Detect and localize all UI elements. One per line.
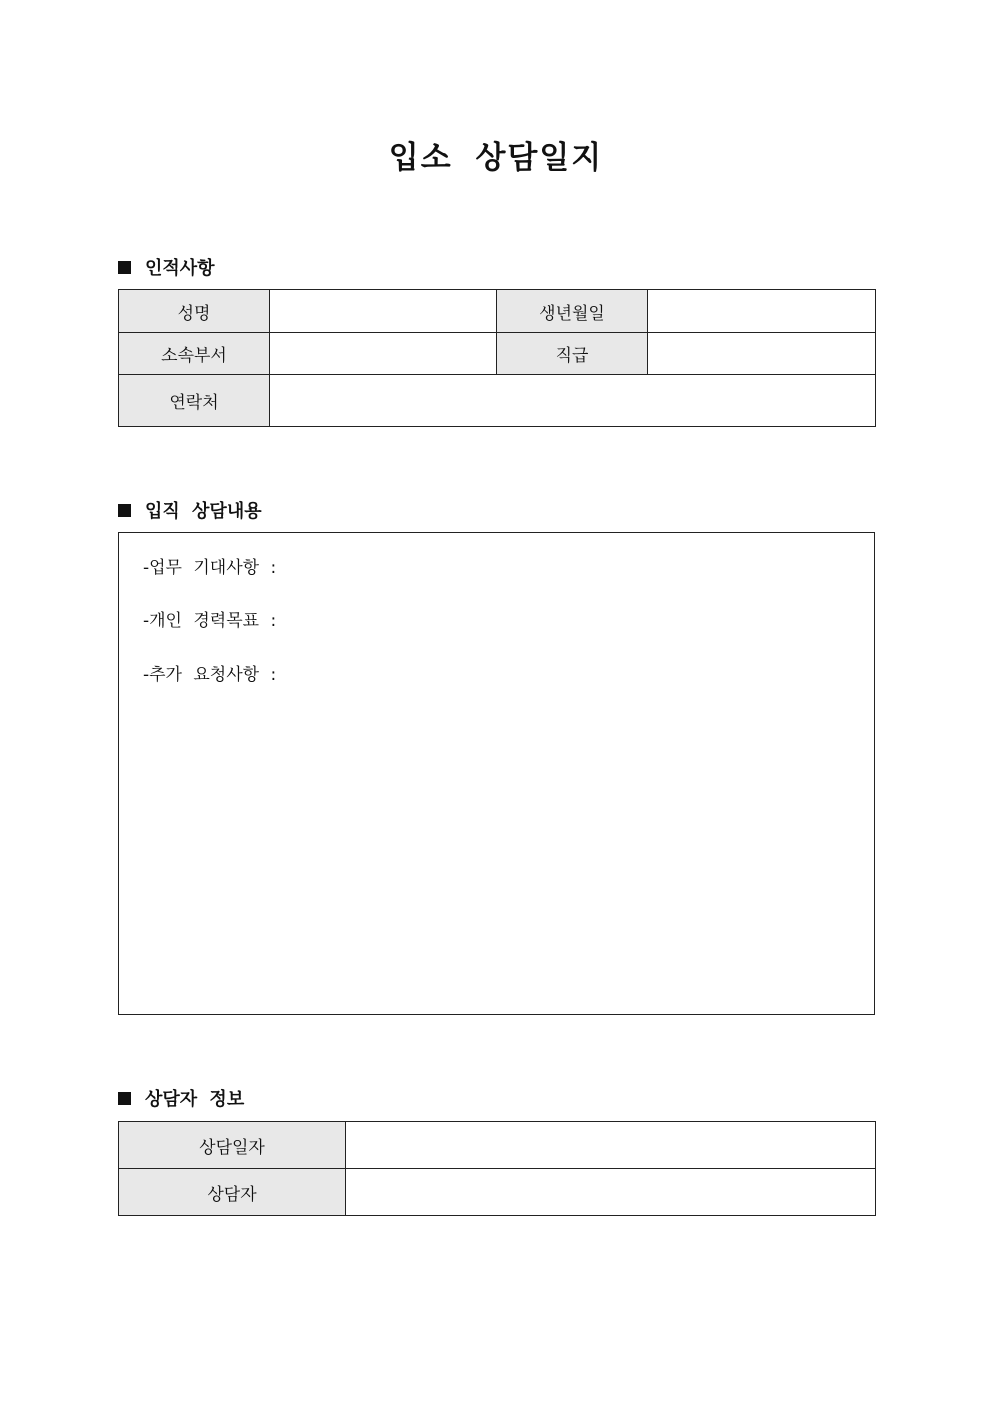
career-goal-line: -개인 경력목표 : (143, 611, 277, 631)
counselor-field[interactable] (346, 1169, 876, 1216)
consult-date-label: 상담일자 (119, 1122, 346, 1169)
personal-info-table (118, 289, 876, 427)
name-field[interactable] (270, 290, 497, 333)
counselor-info-table (118, 1121, 876, 1216)
page-title: 입소 상담일지 (388, 140, 604, 176)
rank-label: 직급 (497, 333, 648, 375)
section-title: 상담자 정보 (145, 1089, 245, 1110)
department-field[interactable] (270, 333, 497, 375)
name-label: 성명 (119, 290, 270, 333)
table-row (119, 375, 876, 427)
table-row (119, 1169, 876, 1216)
square-bullet-icon (118, 504, 131, 517)
section-heading-consultation (118, 497, 262, 523)
square-bullet-icon (118, 261, 131, 274)
department-label: 소속부서 (119, 333, 270, 375)
section-heading-counselor (118, 1085, 244, 1111)
contact-field[interactable] (270, 375, 876, 427)
section-title: 입직 상담내용 (145, 501, 262, 522)
counselor-label: 상담자 (119, 1169, 346, 1216)
birth-date-label: 생년월일 (497, 290, 648, 333)
job-expectations-line: -업무 기대사항 : (143, 558, 277, 578)
table-row (119, 333, 876, 375)
consult-date-field[interactable] (346, 1122, 876, 1169)
section-heading-personal (118, 254, 215, 280)
contact-label: 연락처 (119, 375, 270, 427)
additional-requests-line: -추가 요청사항 : (143, 665, 277, 685)
section-title: 인적사항 (145, 258, 215, 279)
square-bullet-icon (118, 1092, 131, 1105)
table-row (119, 290, 876, 333)
birth-date-field[interactable] (648, 290, 876, 333)
table-row (119, 1122, 876, 1169)
consultation-content-box[interactable] (118, 532, 875, 1015)
rank-field[interactable] (648, 333, 876, 375)
